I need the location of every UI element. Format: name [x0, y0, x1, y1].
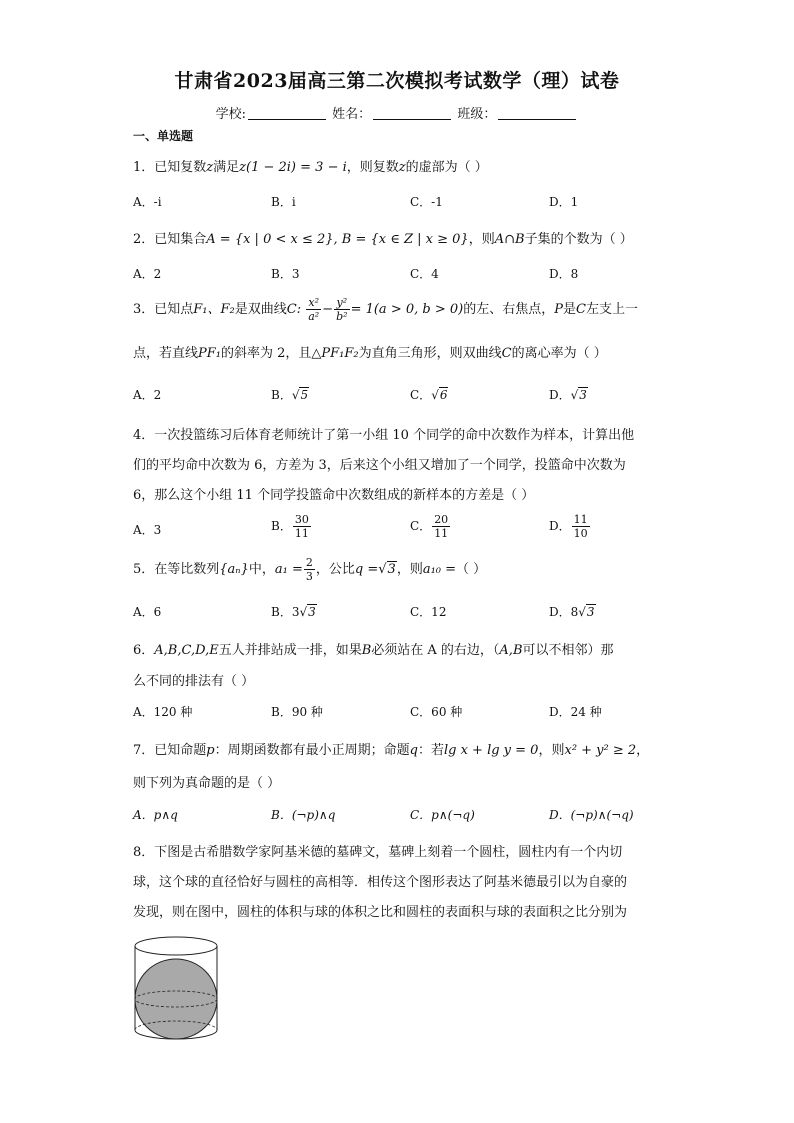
q5-option-c[interactable]: C．12 [410, 605, 447, 619]
q6-text: 可以不相邻）那 [522, 643, 614, 658]
q6-pair: A,B [499, 643, 523, 658]
option-label: D． [549, 519, 571, 533]
fraction-numerator: 11 [573, 513, 588, 526]
option-label: B． [271, 519, 292, 533]
cylinder-top-ellipse [135, 937, 217, 955]
q6-option-c[interactable]: C．60 种 [410, 705, 463, 719]
question-8-stem-line-1: 8．下图是古希腊数学家阿基米德的墓碑文，墓碑上刻着一个圆柱，圆柱内有一个内切 [133, 845, 623, 860]
fraction-numerator: y² [334, 296, 349, 310]
q3-var: P [554, 302, 563, 317]
q7-equation: lg x + lg y = 0 [443, 743, 539, 758]
q3-option-c[interactable]: C．√6 [410, 388, 448, 402]
q2-text: 2．已知集合 [133, 232, 207, 247]
fraction-numerator: 20 [434, 513, 449, 526]
option-fraction [572, 513, 590, 540]
q3-option-b[interactable]: B．√5 [271, 388, 309, 402]
option-label: D． [549, 388, 571, 402]
q5-fraction [304, 556, 315, 583]
q6-option-d[interactable]: D．24 种 [549, 705, 602, 719]
q7-option-c[interactable]: C．p∧(¬q) [410, 808, 475, 822]
q3-text: 为直角三角形，则双曲线 [358, 346, 502, 361]
question-4-stem-line-1: 4．一次投篮练习后体育老师统计了第一小组 10 个同学的命中次数作为样本，计算出他 [133, 428, 635, 443]
q1-var: z [206, 160, 214, 175]
cylinder-sphere-figure [128, 930, 228, 1048]
name-label: 姓名： [332, 107, 372, 122]
q5-sequence: {aₙ} [219, 562, 249, 577]
q1-text: ，则复数 [346, 160, 399, 175]
page-title: 甘肃省2023届高三第二次模拟考试数学（理）试卷 [174, 70, 620, 92]
q5-text: ，则 [396, 562, 423, 577]
q3-fraction-y [334, 296, 349, 323]
q2-equation: A = {x | 0 < x ≤ 2}, B = {x ∈ Z | x ≥ 0} [206, 232, 469, 247]
q1-text: 的虚部为（ ） [405, 160, 488, 175]
sqrt-radicand: 5 [300, 388, 309, 402]
q3-minus: − [322, 302, 334, 317]
inscribed-sphere [135, 959, 217, 1039]
q2-option-b[interactable]: B．3 [271, 267, 300, 281]
q1-option-d[interactable]: D．1 [549, 195, 579, 209]
q7-option-d[interactable]: D．(¬p)∧(¬q) [549, 808, 634, 822]
sqrt-radicand: 3 [579, 388, 587, 402]
sqrt-radicand: 3 [387, 562, 396, 577]
q3-text: 左支上一 [585, 302, 638, 317]
q5-text: （ ） [456, 562, 487, 577]
question-1-stem [133, 156, 488, 175]
q4-option-c[interactable] [410, 513, 451, 540]
question-8-stem-line-3: 发现，则在图中，圆柱的体积与球的体积之比和圆柱的表面积与球的表面积之比分别为 [133, 905, 628, 920]
option-label: C． [410, 519, 432, 533]
q1-text: 满足 [213, 160, 240, 175]
fraction-denominator: 3 [305, 570, 313, 583]
q6-option-a[interactable]: A．120 种 [133, 705, 193, 719]
question-6-stem-line-1 [133, 639, 614, 658]
q6-text: 必须站在 A 的右边，（ [371, 643, 500, 658]
option-label: C． [410, 388, 432, 402]
q2-text: ，则 [468, 232, 495, 247]
q3-text: 的离心率为（ ） [511, 346, 607, 361]
class-blank[interactable] [498, 107, 576, 120]
q2-option-c[interactable]: C．4 [410, 267, 439, 281]
option-fraction [293, 513, 311, 540]
sqrt-radicand: 3 [586, 605, 595, 619]
q6-people: A,B,C,D,E [154, 643, 219, 658]
question-8-stem-line-2: 球，这个球的直径恰好与圆柱的高相等．相传这个图形表达了阿基米德最引以为自豪的 [133, 875, 628, 890]
q1-option-b[interactable]: B．i [271, 195, 296, 209]
q3-text: 是双曲线 [234, 302, 287, 317]
q6-text: 五人并排站成一排，如果 [218, 643, 362, 658]
q7-text: ：周期函数都有最小正周期；命题 [214, 743, 410, 758]
q3-var: C [501, 346, 512, 361]
question-5-stem: 5．在等比数列{aₙ}中，a₁ = $\frac{2}{3}$ ，公比q =√3，则a₁₀ =（ ） [133, 556, 487, 583]
q1-option-c[interactable]: C．-1 [410, 195, 443, 209]
q7-option-a[interactable]: A．p∧q [133, 808, 178, 822]
q3-fraction-x [306, 296, 321, 323]
q5-text: 5．在等比数列 [133, 562, 220, 577]
option-label: B．3 [271, 605, 300, 619]
fraction-numerator: x² [306, 296, 321, 310]
q3-text: 3．已知点 [133, 302, 194, 317]
fraction-denominator: 10 [573, 527, 588, 540]
option-fraction [432, 513, 450, 540]
fraction-numerator: 2 [305, 556, 313, 569]
q6-option-b[interactable]: B．90 种 [271, 705, 323, 719]
q1-var: z [398, 160, 406, 175]
q5-option-d[interactable]: D．8√3 [549, 605, 595, 619]
q7-option-b[interactable]: B．(¬p)∧q [271, 808, 336, 822]
sqrt-radicand: 6 [439, 388, 448, 402]
q2-option-a[interactable]: A．2 [133, 267, 162, 281]
question-3-stem-line-1 [133, 296, 638, 323]
q3-foci: F₁、F₂ [193, 302, 235, 317]
fraction-denominator: 11 [294, 527, 309, 540]
fraction-denominator: 11 [434, 527, 449, 540]
q2-option-d[interactable]: D．8 [549, 267, 579, 281]
q6-var: B [361, 643, 372, 658]
q1-text: 1．已知复数 [133, 160, 207, 175]
q4-option-b[interactable] [271, 513, 312, 540]
class-label: 班级： [457, 107, 497, 122]
q3-triangle: △PF₁F₂ [311, 346, 359, 361]
q3-text: 是 [562, 302, 576, 317]
sqrt-radicand: 3 [308, 605, 316, 619]
option-label: B． [271, 388, 292, 402]
question-7-stem-line-1 [133, 739, 649, 758]
q3-line: PF₁ [198, 346, 221, 361]
q7-text: ， [636, 743, 650, 758]
q7-text: 7．已知命题 [133, 743, 207, 758]
fraction-denominator: b² [336, 310, 348, 323]
question-4-stem-line-2: 们的平均命中次数为 6，方差为 3，后来这个小组又增加了一个同学，投篮命中次数为 [133, 458, 626, 473]
q3-var: C: [286, 302, 302, 317]
q3-text: 的斜率为 2，且 [221, 346, 312, 361]
q2-expression: A∩B [494, 232, 525, 247]
q5-first-term: a₁ = [274, 562, 303, 577]
q3-option-a[interactable]: A．2 [133, 388, 162, 402]
question-7-stem-line-2: 则下列为真命题的是（ ） [133, 776, 281, 791]
q7-var: p [206, 743, 215, 758]
section-heading: 一、单选题 [133, 129, 194, 143]
question-2-stem [133, 228, 633, 247]
question-3-stem-line-2 [133, 342, 607, 361]
q7-text: ：若 [417, 743, 444, 758]
name-blank[interactable] [373, 107, 451, 120]
q7-text: ，则 [538, 743, 565, 758]
q5-ratio: q = [354, 562, 379, 577]
q1-option-a[interactable]: A．-i [133, 195, 162, 209]
q5-text: 中， [248, 562, 275, 577]
q4-option-d[interactable] [549, 513, 591, 540]
q6-text: 6． [133, 643, 155, 658]
q7-inequality: x² + y² ≥ 2 [564, 743, 637, 758]
school-label: 学校: [215, 107, 247, 122]
q3-equation: = 1(a > 0, b > 0) [350, 302, 464, 317]
q5-option-b[interactable]: B．3√3 [271, 605, 316, 619]
q3-var: C [575, 302, 586, 317]
q5-option-a[interactable]: A．6 [133, 605, 162, 619]
student-info-line [0, 103, 794, 122]
question-6-stem-line-2: 么不同的排法有（ ） [133, 674, 255, 689]
q5-text: ，公比 [315, 562, 355, 577]
q5-term: a₁₀ = [422, 562, 457, 577]
school-blank[interactable] [248, 107, 326, 120]
question-4-stem-line-3: 6，那么这个小组 11 个同学投篮命中次数组成的新样本的方差是（ ） [133, 488, 535, 503]
q2-text: 子集的个数为（ ） [524, 232, 633, 247]
q4-option-a[interactable]: A．3 [133, 523, 162, 537]
q3-text: 点，若直线 [133, 346, 199, 361]
fraction-denominator: a² [308, 310, 320, 323]
q3-option-d[interactable]: D．√3 [549, 388, 587, 402]
q1-equation: z(1 − 2i) = 3 − i [239, 160, 347, 175]
q3-text: 的左、右焦点， [463, 302, 555, 317]
option-label: D．8 [549, 605, 579, 619]
fraction-numerator: 30 [294, 513, 309, 526]
q7-var: q [409, 743, 418, 758]
